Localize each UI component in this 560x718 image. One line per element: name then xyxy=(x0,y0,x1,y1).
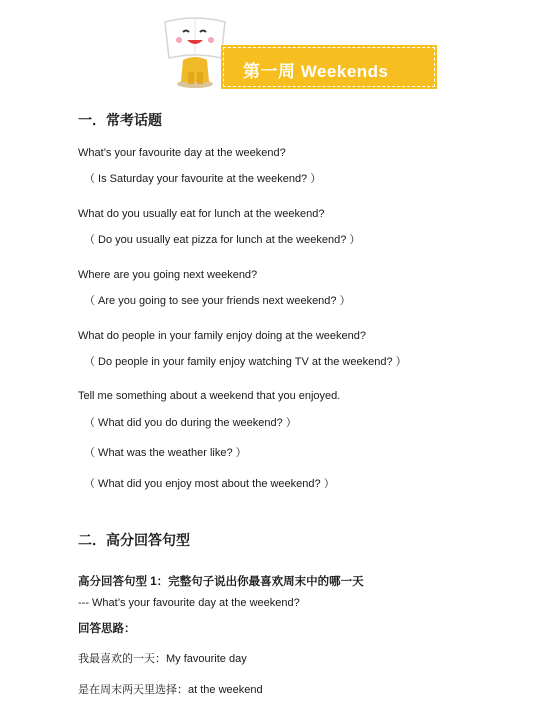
topic-question: What do people in your family enjoy doing at the weekend? xyxy=(78,330,367,342)
topic-question: What do you usually eat for lunch at the weekend? xyxy=(78,208,325,220)
topic-hint: （ What did you do during the weekend? ） xyxy=(84,417,297,429)
pattern-question: --- What’s your favourite day at the weekend? xyxy=(78,597,300,609)
topic-hint: （ What was the weather like? ） xyxy=(84,447,247,459)
approach-label: 回答思路： xyxy=(78,623,136,635)
pattern-title: 高分回答句型 1：完整句子说出你最喜欢周末中的哪一天 xyxy=(78,576,364,588)
banner-title: 第一周 Weekends xyxy=(243,62,389,81)
topic-hint: （ Is Saturday your favourite at the weekend? ） xyxy=(84,173,322,185)
topic-hint: （ Are you going to see your friends next weekend? ） xyxy=(84,295,351,307)
answer-line: 我最喜欢的一天：My favourite day xyxy=(78,653,247,665)
section-heading-answers: 二．高分回答句型 xyxy=(78,532,190,548)
answer-line: 是在周末两天里选择：at the weekend xyxy=(78,684,263,696)
topic-hint: （ Do people in your family enjoy watching TV at the weekend? ） xyxy=(84,356,407,368)
topic-question: Where are you going next weekend? xyxy=(78,269,258,281)
topic-question: What’s your favourite day at the weekend? xyxy=(78,147,286,159)
header-banner xyxy=(155,10,440,90)
topic-hint: （ Do you usually eat pizza for lunch at the weekend? ） xyxy=(84,234,361,246)
topic-hint: （ What did you enjoy most about the weekend? ） xyxy=(84,478,335,490)
section-heading-topics: 一．常考话题 xyxy=(78,112,162,128)
topic-question: Tell me something about a weekend that you enjoyed. xyxy=(78,390,341,402)
